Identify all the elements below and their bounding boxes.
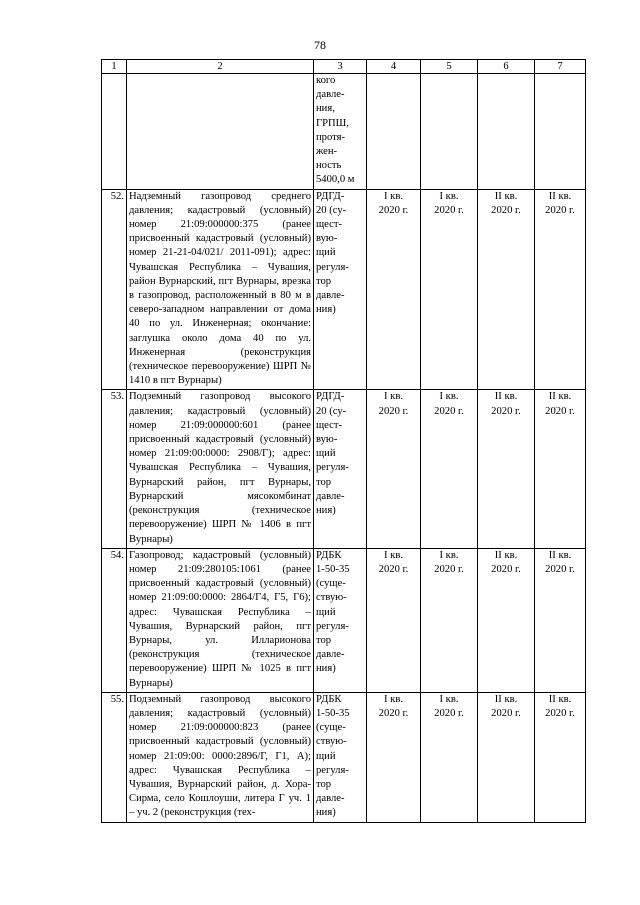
cell-num: 55. [102,692,127,822]
type-line: щий [316,750,336,762]
date-quarter: I кв. [439,391,459,403]
date-quarter: I кв. [384,549,403,561]
continuation-row [102,74,586,190]
date-quarter: I кв. [439,190,459,202]
column-header: 7 [535,60,586,74]
date-quarter: II кв. [548,693,572,705]
cell-c5 [421,189,478,390]
cell-c7 [535,189,586,390]
cell-c7 [535,548,586,692]
type-line: жен- [316,146,338,158]
table-row [102,548,586,692]
type-line: тор [316,476,332,488]
type-line: регуля- [316,764,349,776]
cell-c7 [535,74,586,190]
cell-type [314,692,367,822]
cell-num: 54. [102,548,127,692]
type-line: 1-50-35 [316,563,350,575]
cell-desc: Газопровод; кадастровый (условный) номер 21:09:280105:1061 (ранее присвоенный кадастровый (условный) номер 21:09:00:0000: 2864/Г4, Г5, Г6); адрес: Чувашская Республика – Чувашия, Вурнарский район, пгт Вурнары, ул. Илларионова (реконструкция (техническое перевооружение) ШРП № 1025 в пгт Вурнары) [127,548,314,692]
date-quarter: I кв. [384,391,403,403]
date-year: 2020 г. [491,563,521,575]
type-line: щий [316,606,336,618]
type-line: тор [316,634,332,646]
type-line: регуля- [316,261,349,273]
type-line: тор [316,778,332,790]
cell-desc: Подземный газопровод высокого давления; кадастровый (условный) номер 21:09:000000:601 (ранее присвоенный кадастровый (условный) номер 21:09:00:0000: 2908/Г); адрес: Чувашская Республика – Чувашия, Вурнарский район, пгт Вурнары, Вурнарский мясокомбинат (реконструкция (техническое перевооружение) ШРП № 1406 в пгт Вурнары) [127,390,314,548]
date-year: 2020 г. [545,204,575,216]
date-year: 2020 г. [491,707,521,719]
cell-c4 [367,74,421,190]
type-line: щест- [316,419,342,431]
type-line: РДГД- [316,391,345,403]
type-line: регуля- [316,462,349,474]
date-year: 2020 г. [491,405,521,417]
cell-c6 [478,390,535,548]
type-line: давле- [316,89,345,101]
cell-c4 [367,189,421,390]
date-quarter: II кв. [548,190,572,202]
type-line: вую- [316,434,338,446]
type-line: 20 (су- [316,405,347,417]
type-line: давле- [316,490,345,502]
cell-c7 [535,692,586,822]
type-line: протя- [316,131,346,143]
column-header: 4 [367,60,421,74]
date-quarter: II кв. [494,693,518,705]
date-quarter: II кв. [494,190,518,202]
date-year: 2020 г. [545,563,575,575]
type-line: ствую- [316,736,347,748]
date-year: 2020 г. [434,405,464,417]
cell-type [314,74,367,190]
cell-c5 [421,74,478,190]
cell-c5 [421,692,478,822]
type-line: 5400,0 м [316,174,355,186]
type-line: ния) [316,304,336,316]
date-year: 2020 г. [378,707,409,719]
cell-c4 [367,692,421,822]
table-row [102,189,586,390]
date-year: 2020 г. [378,405,409,417]
type-line: кого [316,75,336,86]
column-header: 2 [127,60,314,74]
type-line: ГРПШ, [316,117,350,129]
type-line: вую- [316,233,338,245]
cell-num: 53. [102,390,127,548]
date-year: 2020 г. [378,563,409,575]
date-year: 2020 г. [545,405,575,417]
date-quarter: II кв. [548,549,572,561]
type-line: РДГД- [316,190,345,202]
date-year: 2020 г. [434,563,464,575]
table-row [102,390,586,548]
type-line: РДБК [316,693,342,705]
cell-c6 [478,189,535,390]
cell-c6 [478,548,535,692]
cell-c4 [367,390,421,548]
type-line: (суще- [316,722,346,734]
cell-c4 [367,548,421,692]
date-quarter: II кв. [494,391,518,403]
date-year: 2020 г. [491,204,521,216]
cell-c7 [535,390,586,548]
cell-desc: Подземный газопровод высокого давления; кадастровый (условный) номер 21:09:000000:823 (ранее присвоенный кадастровый (условный) номер 21:09:00: 0000:2896/Г, Г1, А); адрес: Чувашская Республика – Чувашия, Вурнарский район, д. Хора-Сирма, село Кошлоуши, литера Г уч. 1 – уч. 2 (реконструкция (тех- [127,692,314,822]
type-line: давле- [316,290,345,302]
cell-type [314,189,367,390]
type-line: (суще- [316,578,346,590]
type-line: щий [316,448,336,460]
cell-num [102,74,127,190]
column-header: 6 [478,60,535,74]
column-header: 5 [421,60,478,74]
type-line: РДБК [316,549,342,561]
cell-desc: Надземный газопровод среднего давления; кадастровый (условный) номер 21:09:000000:375 (ранее присвоенный кадастровый (условный) номер 21-21-04/021/ 2011-091); адрес: Чувашская Республика – Чувашия, район Вурнарский, пгт Вурнары, врезка в газопровод, расположенный в 80 м в северо-западном направлении от дома 40 по ул. Инженерная; окончание: заглушка около дома 40 по ул. Инженерная (реконструкция (техническое перевооружение) ШРП № 1410 в пгт Вурнары) [127,189,314,390]
type-line: ния) [316,807,336,819]
register-table [101,59,586,823]
type-line: регуля- [316,620,349,632]
type-line: ния, [316,103,335,115]
date-year: 2020 г. [545,707,575,719]
type-line: давле- [316,793,345,805]
type-line: 20 (су- [316,204,347,216]
cell-desc [127,74,314,190]
cell-c6 [478,692,535,822]
cell-type [314,390,367,548]
date-year: 2020 г. [434,204,464,216]
cell-c5 [421,390,478,548]
type-line: давле- [316,649,345,661]
date-quarter: I кв. [384,190,403,202]
page-number: 78 [314,38,326,52]
column-header: 1 [102,60,127,74]
date-quarter: I кв. [439,693,459,705]
date-year: 2020 г. [434,707,464,719]
date-quarter: I кв. [384,693,403,705]
cell-num: 52. [102,189,127,390]
type-line: щий [316,247,336,259]
cell-c6 [478,74,535,190]
type-line: ствую- [316,592,347,604]
date-year: 2020 г. [378,204,409,216]
type-line: щест- [316,219,342,231]
column-header: 3 [314,60,367,74]
table-row [102,692,586,822]
type-line: ность [316,160,342,172]
cell-c5 [421,548,478,692]
date-quarter: II кв. [494,549,518,561]
type-line: 1-50-35 [316,707,350,719]
cell-type [314,548,367,692]
type-line: ния) [316,663,336,675]
type-line: тор [316,275,332,287]
column-number-row [102,60,586,74]
date-quarter: II кв. [548,391,572,403]
type-line: ния) [316,505,336,517]
date-quarter: I кв. [439,549,459,561]
